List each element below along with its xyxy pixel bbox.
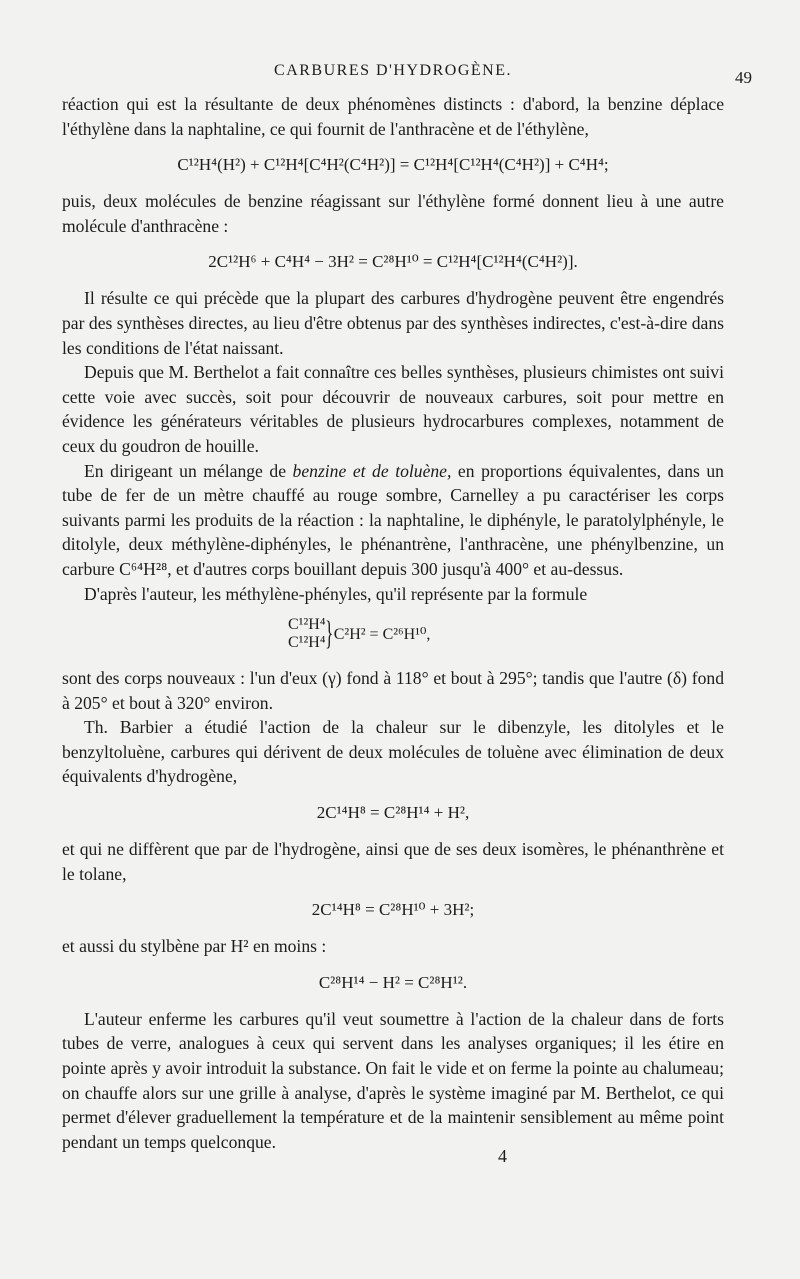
equation-3-top: C¹²H⁴ [288,616,326,634]
running-head: CARBURES D'HYDROGÈNE. [274,62,512,79]
paragraph-5-end: en proportions équivalentes, dans un tube de fer de un mètre chauffé au rouge sombre, Carnelley a pu caractériser les corps suivants parmi les produits de la réaction : la naphtaline, le diphényle, le paratolylphényle, le ditolyle, deux méthylène-diphényles, le phénantrène, l'anthracène, une phénylbenzine, un carbure C⁶⁴H²⁸, et d'autres corps bouillant depuis 300 jusqu'à 400° et au-dessus. [62,460,724,579]
page-header [62,62,752,92]
paragraph-1: réaction qui est la résultante de deux phénomènes distincts : d'abord, la benzine déplace l'éthylène dans la naphtaline, ce qui fournit de l'anthracène et de l'éthylène, [62,94,724,139]
page-number: 49 [735,68,752,87]
paragraph-5-start: En dirigeant un mélange de [84,460,293,481]
brace-glyph: } [325,615,334,653]
signature-mark: 4 [498,1146,507,1166]
paragraph-3: Il résulte ce qui précède que la plupart des carbures d'hydrogène peuvent être engendrés par des synthèses directes, au lieu d'être obtenus par des synthèses indirectes, c'est-à-dire dans les conditions de l'état naissant. [62,288,724,358]
equation-5: 2C¹⁴H⁸ = C²⁸H¹⁰ + 3H²; [311,900,475,920]
paragraph-9: et qui ne diffèrent que par de l'hydrogène, ainsi que de ses deux isomères, le phénanthrène et le tolane, [62,839,724,884]
paragraph-10: et aussi du stylbène par H² en moins : [62,936,327,957]
paragraph-11: L'auteur enferme les carbures qu'il veut soumettre à l'action de la chaleur dans de forts tubes de verre, analogues à ceux qui servent dans les analyses organiques; il les étire en pointe après y avoir introduit la substance. On fait le vide et on ferme la pointe au chalumeau; on chauffe alors sur une grille à analyse, d'après le système imaginé par M. Berthelot, ce qui permet d'élever graduellement la température et de la maintenir sensiblement au même point pendant un temps quelconque. [62,1008,724,1152]
paragraph-6: D'après l'auteur, les méthylène-phényles, qu'il représente par la formule [84,583,588,604]
equation-1: C¹²H⁴(H²) + C¹²H⁴[C⁴H²(C⁴H²)] = C¹²H⁴[C¹²H⁴(C⁴H²)] + C⁴H⁴; [177,155,609,175]
paragraph-5-italic: benzine et de toluène, [292,460,452,481]
book-page [62,62,752,1154]
equation-3-stack [288,616,325,652]
equation-3 [288,616,724,652]
paragraph-8: Th. Barbier a étudié l'action de la chaleur sur le dibenzyle, les ditolyles et le benzyltoluène, carbures qui dérivent de deux molécules de toluène avec élimination de deux équivalents d'hydrogène, [62,717,724,787]
paragraph-5 [62,459,724,582]
paragraph-2: puis, deux molécules de benzine réagissant sur l'éthylène formé donnent lieu à une autre molécule d'anthracène : [62,191,724,236]
equation-4: 2C¹⁴H⁸ = C²⁸H¹⁴ + H², [316,803,470,823]
equation-3-rest: C²H² = C²⁶H¹⁰, [333,626,431,644]
equation-6: C²⁸H¹⁴ − H² = C²⁸H¹². [318,972,468,992]
paragraph-7: sont des corps nouveaux : l'un d'eux (γ) fond à 118° et bout à 295°; tandis que l'autre (δ) fond à 205° et bout à 320° environ. [62,668,724,713]
equation-3-bottom: C¹²H⁴ [288,634,326,652]
paragraph-4: Depuis que M. Berthelot a fait connaître ces belles synthèses, plusieurs chimistes ont suivi cette voie avec succès, soit pour découvrir de nouveaux carbures, soit pour mettre en évidence les générateurs véritables de plusieurs hydrocarbures complexes, notamment de ceux du goudron de houille. [62,362,724,456]
equation-2: 2C¹²H⁶ + C⁴H⁴ − 3H² = C²⁸H¹⁰ = C¹²H⁴[C¹²H⁴(C⁴H²)]. [208,252,578,272]
